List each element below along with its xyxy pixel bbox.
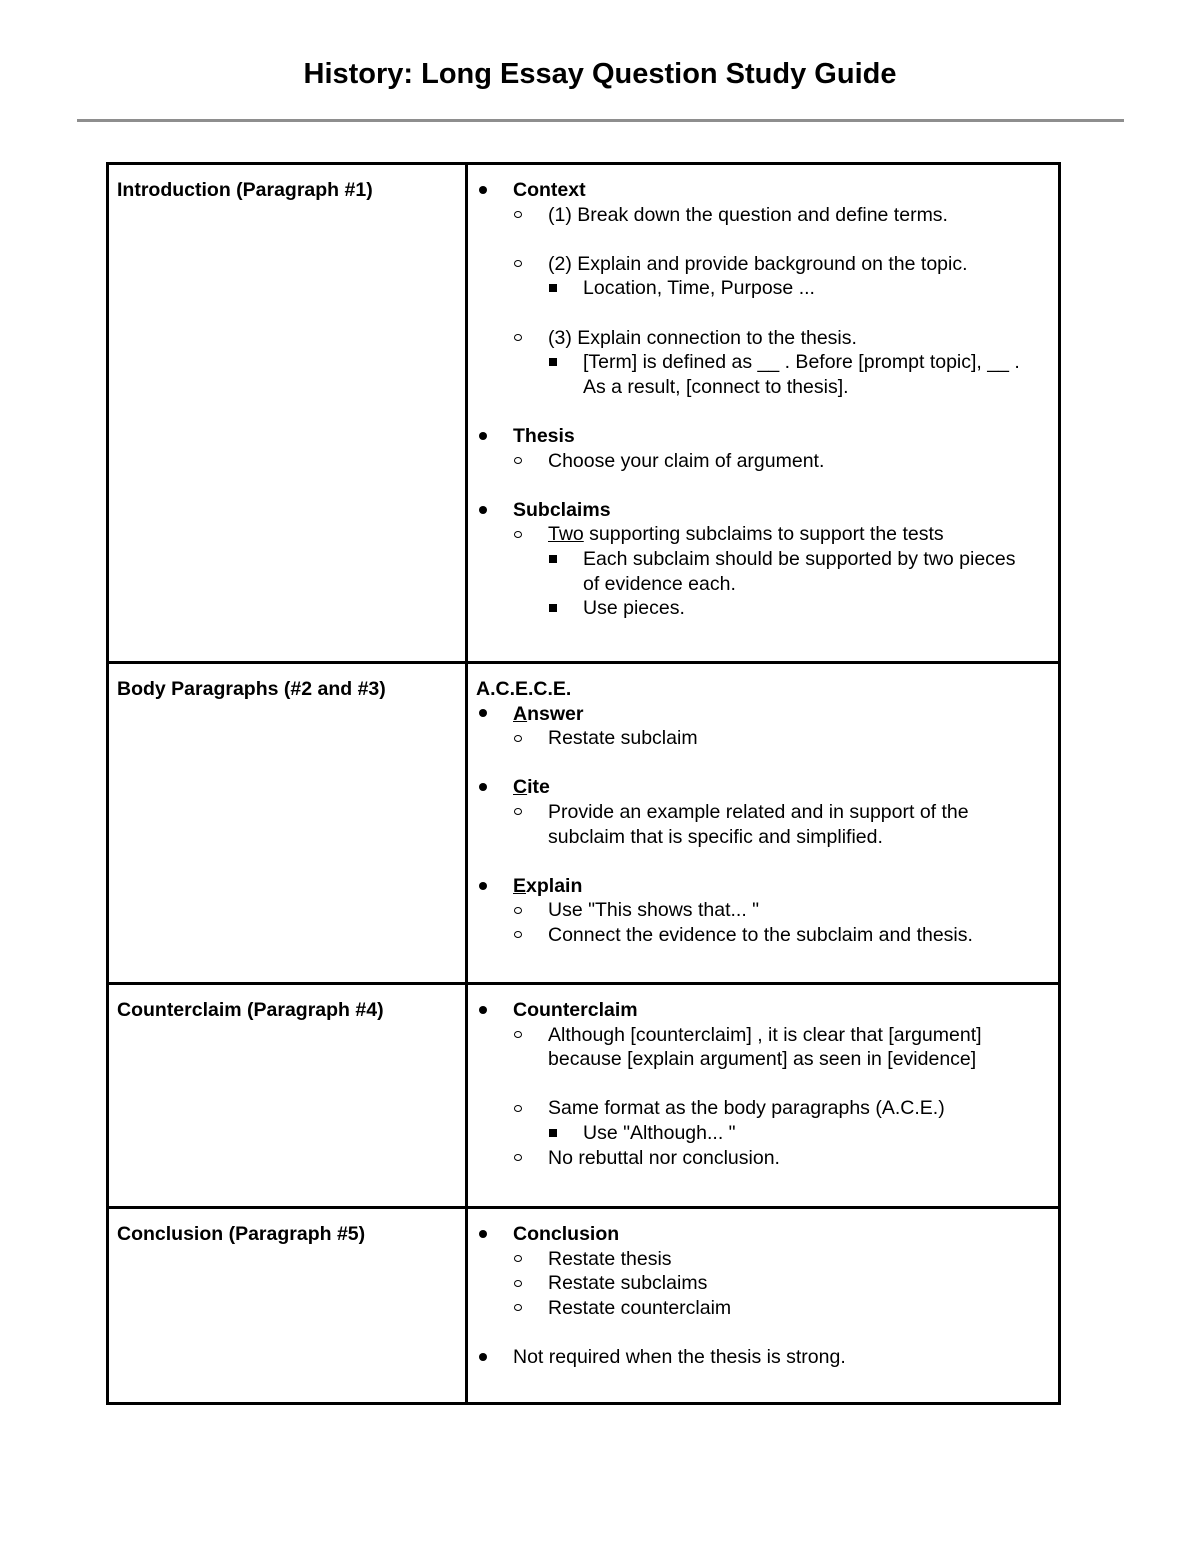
bullet-icon (479, 1222, 487, 1247)
table-row (108, 1208, 1060, 1404)
list-item: No rebuttal nor conclusion. (476, 1146, 1050, 1171)
bullet-icon (479, 424, 487, 449)
list-item: Two supporting subclaims to support the tests (476, 522, 1050, 547)
square-bullet-icon (549, 1121, 557, 1146)
bullet-icon (479, 702, 487, 727)
study-guide-table (106, 162, 1061, 1405)
square-bullet-icon (549, 596, 557, 621)
square-bullet-icon (549, 276, 557, 301)
circle-bullet-icon (514, 1096, 522, 1121)
list-item: Explain (476, 874, 1050, 899)
list-item: Restate counterclaim (476, 1296, 1050, 1321)
list-item: Subclaims (476, 498, 1050, 523)
square-bullet-icon (549, 350, 557, 375)
list-item: Cite (476, 775, 1050, 800)
bullet-icon (479, 1345, 487, 1370)
list-item: Restate thesis (476, 1247, 1050, 1272)
acronym-heading: A.C.E.C.E. (476, 678, 572, 700)
row-content (467, 164, 1060, 663)
list-item: Restate subclaim (476, 726, 1050, 751)
row-content (467, 663, 1060, 984)
list-item: Connect the evidence to the subclaim and thesis. (476, 923, 1050, 948)
bullet-icon (479, 498, 487, 523)
square-bullet-icon (549, 547, 557, 572)
list-item: Context (476, 178, 1050, 203)
row-content (467, 984, 1060, 1208)
row-label: Body Paragraphs (#2 and #3) (108, 663, 467, 984)
circle-bullet-icon (514, 252, 522, 277)
table-row (108, 164, 1060, 663)
circle-bullet-icon (514, 326, 522, 351)
circle-bullet-icon (514, 1296, 522, 1321)
circle-bullet-icon (514, 1247, 522, 1272)
list-item: Choose your claim of argument. (476, 449, 1050, 474)
list-item: Not required when the thesis is strong. (476, 1345, 1050, 1370)
table-row (108, 663, 1060, 984)
list-item: Counterclaim (476, 998, 1050, 1023)
list-item: Each subclaim should be supported by two pieces (476, 547, 1050, 572)
list-item: Use "This shows that... " (476, 898, 1050, 923)
bullet-icon (479, 178, 487, 203)
circle-bullet-icon (514, 800, 522, 825)
circle-bullet-icon (514, 923, 522, 948)
list-item: Use pieces. (476, 596, 1050, 621)
table-row (108, 984, 1060, 1208)
title-divider (77, 119, 1124, 122)
list-item: Location, Time, Purpose ... (476, 276, 1050, 301)
list-item: Thesis (476, 424, 1050, 449)
circle-bullet-icon (514, 1146, 522, 1171)
circle-bullet-icon (514, 898, 522, 923)
circle-bullet-icon (514, 522, 522, 547)
row-label: Counterclaim (Paragraph #4) (108, 984, 467, 1208)
list-item: (1) Break down the question and define terms. (476, 203, 1050, 228)
list-item: Same format as the body paragraphs (A.C.E.) (476, 1096, 1050, 1121)
circle-bullet-icon (514, 449, 522, 474)
list-item: (2) Explain and provide background on the topic. (476, 252, 1050, 277)
list-item-continuation: of evidence each. (583, 572, 736, 595)
list-item: (3) Explain connection to the thesis. (476, 326, 1050, 351)
list-item-continuation: because [explain argument] as seen in [evidence] (548, 1048, 977, 1071)
list-item: [Term] is defined as __ . Before [prompt topic], __ . (476, 350, 1050, 375)
bullet-icon (479, 998, 487, 1023)
list-item: Restate subclaims (476, 1271, 1050, 1296)
list-item: Conclusion (476, 1222, 1050, 1247)
bullet-icon (479, 775, 487, 800)
bullet-icon (479, 874, 487, 899)
circle-bullet-icon (514, 726, 522, 751)
row-content (467, 1208, 1060, 1404)
list-item: Use "Although... " (476, 1121, 1050, 1146)
list-item-continuation: subclaim that is specific and simplified. (548, 825, 883, 848)
circle-bullet-icon (514, 203, 522, 228)
circle-bullet-icon (514, 1023, 522, 1048)
list-item: Provide an example related and in support of the (476, 800, 1050, 825)
page-title: History: Long Essay Question Study Guide (303, 58, 897, 90)
row-label: Conclusion (Paragraph #5) (108, 1208, 467, 1404)
list-item: Answer (476, 702, 1050, 727)
list-item: Although [counterclaim] , it is clear that [argument] (476, 1023, 1050, 1048)
row-label: Introduction (Paragraph #1) (108, 164, 467, 663)
list-item-continuation: As a result, [connect to thesis]. (583, 375, 849, 398)
circle-bullet-icon (514, 1271, 522, 1296)
